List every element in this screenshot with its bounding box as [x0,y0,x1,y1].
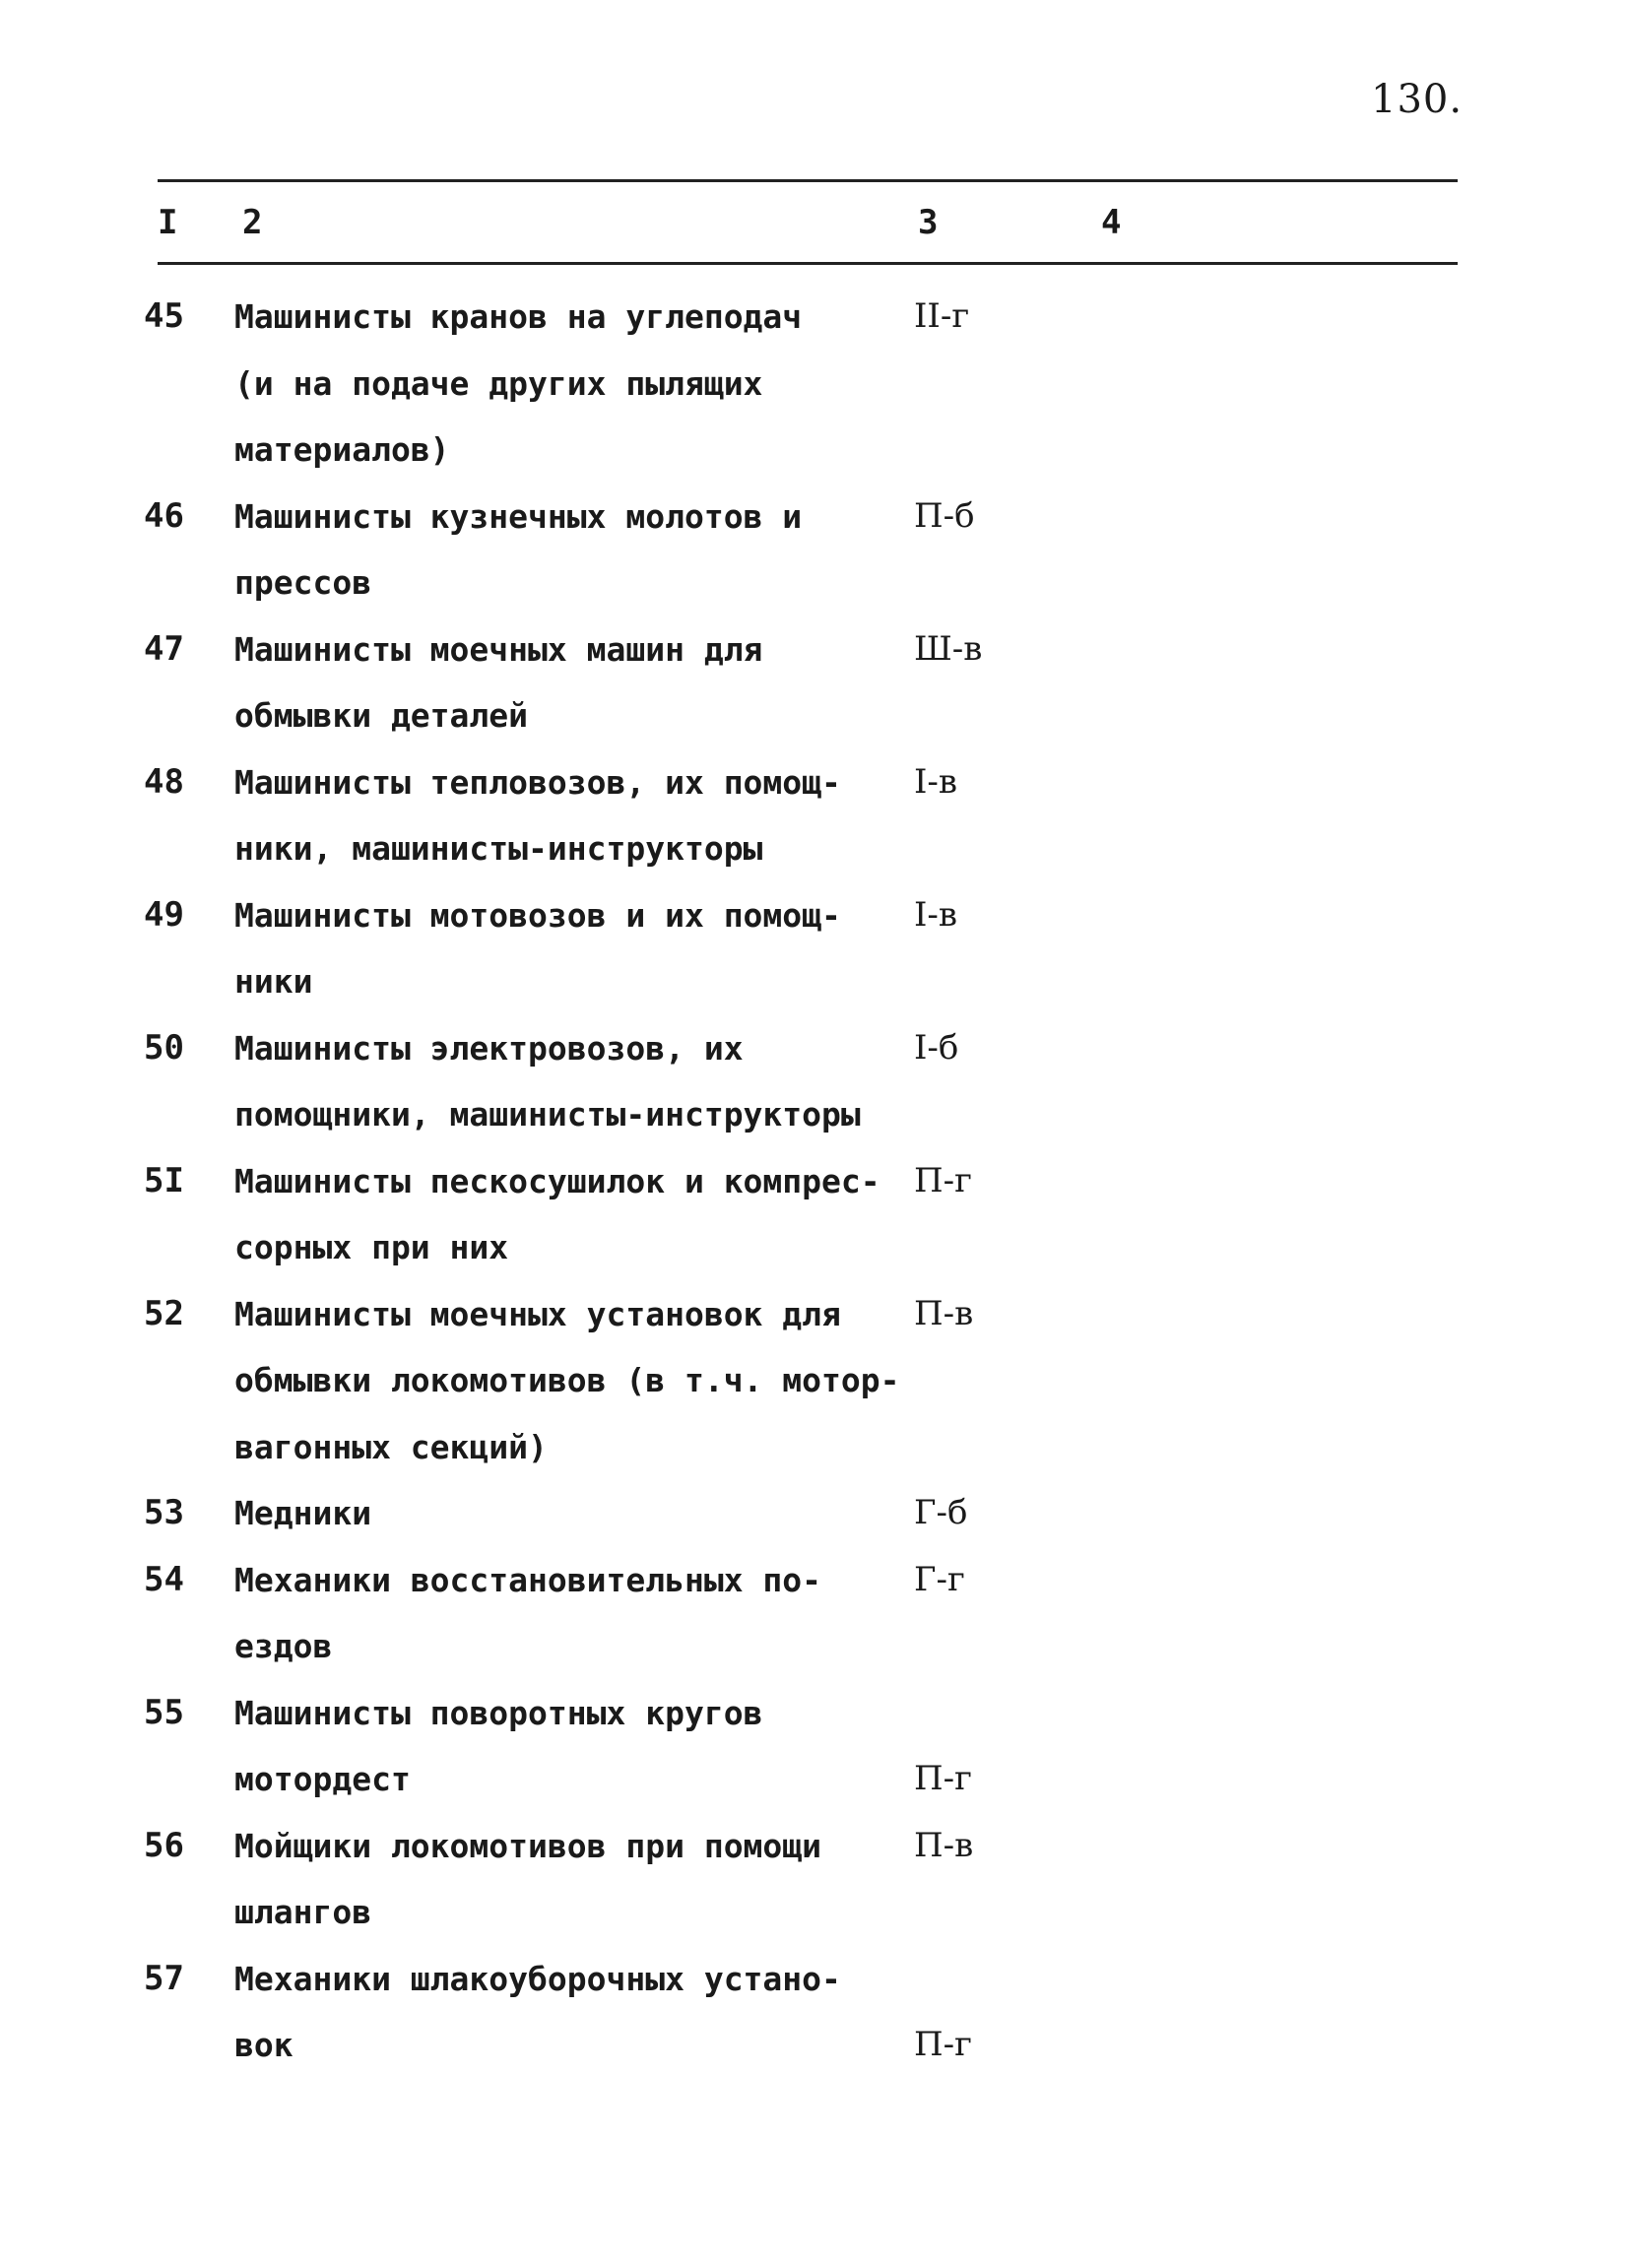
table-top-rule [158,179,1458,182]
category-code: II-г [914,296,970,336]
column-header-4: 4 [1101,203,1122,242]
profession-name: Медники [234,1494,372,1532]
table-row [144,1281,1464,1481]
table-row [144,616,1464,749]
row-number: 52 [144,1293,184,1333]
category-code: Г-г [914,1559,965,1599]
page-number: 130. [1371,77,1464,122]
category-code: П-в [914,1825,974,1865]
row-number: 53 [144,1493,184,1532]
row-number: 48 [144,761,184,802]
category-code: П-г [914,1759,972,1798]
profession-name: Механики шлакоуборочных устано- вок [234,1959,841,2064]
category-code: П-в [914,1293,974,1333]
table-row [144,1813,1464,1946]
profession-name: Машинисты кранов на углеподач (и на подаче других пылящих материалов) [234,297,803,469]
profession-name: Машинисты тепловозов, их помощ- ники, машинисты-инструкторы [234,762,841,868]
category-code: I-б [914,1027,959,1068]
category-code: П-г [914,1160,972,1200]
profession-name: Машинисты пескосушилок и компрес- сорных при них [234,1161,880,1266]
table-row [144,1480,1464,1547]
profession-name: Машинисты поворотных кругов мотордест [234,1693,763,1798]
table-row [144,484,1464,616]
profession-name: Механики восстановительных по- ездов [234,1560,822,1665]
profession-name: Машинисты моечных машин для обмывки деталей [234,629,763,735]
row-number: 46 [144,495,184,536]
column-header-1: I [158,203,178,242]
category-code: П-г [914,2025,972,2064]
table-row [144,1148,1464,1281]
table-row [144,882,1464,1015]
profession-name: Мойщики локомотивов при помощи шлангов [234,1826,822,1931]
column-header-2: 2 [242,203,263,242]
profession-name: Машинисты мотовозов и их помощ- ники [234,895,841,1001]
row-number: 5I [144,1160,184,1200]
row-number: 56 [144,1825,184,1865]
row-number: 49 [144,894,184,935]
column-header-3: 3 [918,203,939,242]
row-number: 55 [144,1692,184,1732]
table-row [144,749,1464,882]
category-code: Ш-в [914,628,983,669]
table-row [144,1680,1464,1813]
table-header-rule [158,262,1458,265]
table-row [144,1946,1464,2079]
row-number: 57 [144,1958,184,1998]
category-code: I-в [914,761,958,802]
row-number: 45 [144,296,184,336]
row-number: 50 [144,1027,184,1068]
table-row [144,1547,1464,1680]
row-number: 47 [144,628,184,669]
category-code: I-в [914,894,958,935]
profession-name: Машинисты моечных установок для обмывки локомотивов (в т.ч. мотор- вагонных секций) [234,1294,900,1466]
category-code: П-б [914,495,975,536]
row-number: 54 [144,1559,184,1599]
profession-name: Машинисты электровозов, их помощники, машинисты-инструкторы [234,1028,861,1134]
category-code: Г-б [914,1493,968,1532]
table-row [144,1015,1464,1148]
table-row [144,284,1464,484]
table-body [144,284,1464,2079]
profession-name: Машинисты кузнечных молотов и прессов [234,496,803,602]
